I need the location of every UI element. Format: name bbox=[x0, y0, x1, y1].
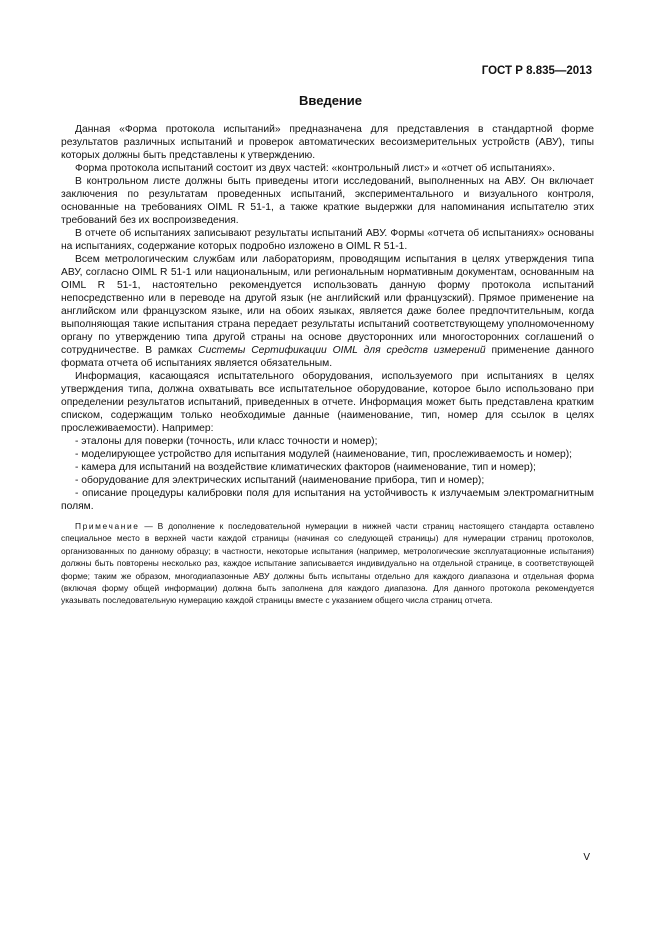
list-item-field-calibration: - описание процедуры калибровки поля для испытания на устойчивость к излучаемым электромагнитным полям. bbox=[61, 488, 594, 512]
oiml-system-emphasis: Системы Сертификации OIML для средств измерений bbox=[198, 345, 486, 356]
standard-code: ГОСТ Р 8.835—2013 bbox=[481, 65, 592, 77]
oiml-before: В рамках bbox=[145, 345, 199, 356]
oiml-after: применение данного формата отчета об испытаниях является обязательным. bbox=[61, 345, 595, 369]
section-title: Введение bbox=[299, 93, 362, 108]
page-number: V bbox=[583, 852, 590, 863]
list-item-standards: - эталоны для поверки (точность, или класс точности и номер); bbox=[75, 436, 378, 447]
list-item-simulator: - моделирующее устройство для испытания модулей (наименование, тип, прослеживаемость и номер); bbox=[75, 449, 573, 460]
paragraph-equipment: Информация, касающаяся испытательного оборудования, используемого при испытаниях в целях утверждения типа, должна охватывать все испытательное оборудование, которое было использовано при определении результатов испытаний, приведенных в отчете. Информация может быть представлена кратким списком, содержащим только необходимые данные (наименование, тип, номер для ссылок в целях прослеживаемости). Например: bbox=[61, 371, 594, 434]
main-text bbox=[61, 123, 594, 615]
note-label: Примечание bbox=[75, 521, 140, 531]
paragraph-parts: Форма протокола испытаний состоит из двух частей: «контрольный лист» и «отчет об испытаниях». bbox=[75, 163, 555, 174]
list-item-climate-chamber: - камера для испытаний на воздействие климатических факторов (наименование, тип и номер); bbox=[75, 462, 536, 473]
paragraph-recommendation bbox=[61, 253, 594, 370]
note bbox=[61, 520, 594, 607]
paragraph-report: В отчете об испытаниях записывают результаты испытаний АВУ. Формы «отчета об испытаниях» основаны на испытаниях, содержание которых подробно изложено в OIML R 51-1. bbox=[61, 228, 594, 252]
list-item-electrical: - оборудование для электрических испытаний (наименование прибора, тип и номер); bbox=[75, 475, 485, 486]
note-text: — В дополнение к последовательной нумерации в нижней части страниц настоящего стандарта оставлено специальное место в верхней части каждой страницы (начиная со следующей страницы) для нумерации страниц протоколов, организованных по данному образцу; в частности, некоторые испытания (например, метрологические эксплуатационные испытания) должны быть повторены несколько раз, каждое испытание записывается индивидуально на отдельной странице, в соответствующей форме; таким же образом, многодиапазонные АВУ должны быть испытаны отдельно для каждого диапазона и отдельная форма (включая форму общей информации) должна быть заполнена для каждого диапазона. Для данного протокола рекомендуется указывать последовательную нумерацию каждой страницы вместе с указанием общего числа страниц отчета. bbox=[61, 521, 594, 606]
paragraph-checklist: В контрольном листе должны быть приведены итоги исследований, выполненных на АВУ. Он включает заключения по результатам проведенных испытаний, экспериментального и визуального контроля, основанные на требованиях OIML R 51-1, а также краткие выдержки для напоминания испытателю этих требований без их воспроизведения. bbox=[61, 176, 594, 226]
recommendation-text: Всем метрологическим службам или лабораториям, проводящим испытания в целях утверждения типа АВУ, согласно OIML R 51-1 или национальным, или региональным нормативным документам, основанным на OIML R 51-1, настоятельно рекомендуется использовать данную форму протокола испытаний непосредственно или в переводе на другой язык (не английский или французский). Прямое применение на английском или французском языке, или на обоих языках, является даже более предпочтительным, когда выполняющая такие испытания страна передает результаты испытаний соответствующему уполномоченному органу по утверждению типа другой страны на основе двусторонних или многосторонних соглашений о сотрудничестве. bbox=[61, 254, 594, 356]
paragraph-purpose: Данная «Форма протокола испытаний» предназначена для представления в стандартной форме результатов различных испытаний и проверок автоматических весоизмерительных устройств (АВУ), типы которых должны быть представлены к утверждению. bbox=[61, 124, 594, 161]
